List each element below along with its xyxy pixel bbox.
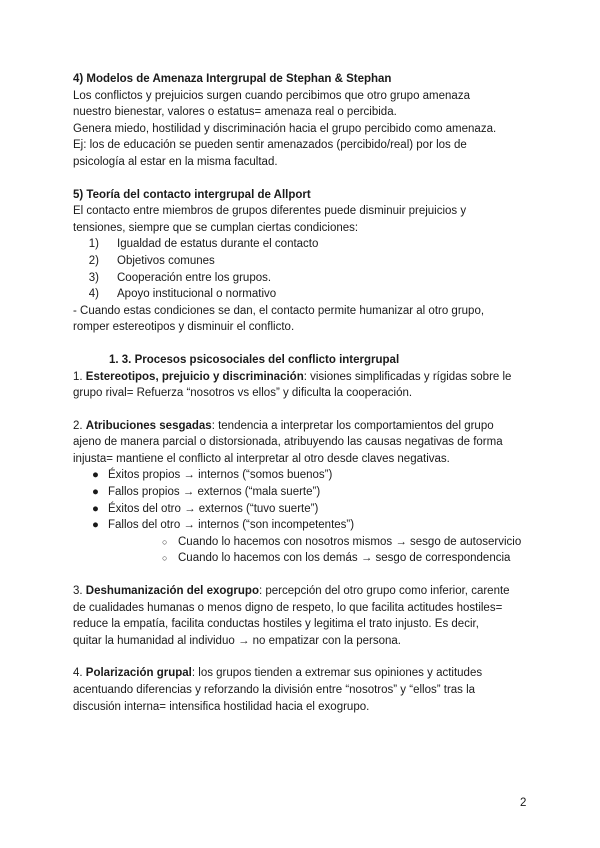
section-5-heading: 5) Teoría del contacto intergrupal de Allport	[73, 188, 311, 201]
item-1-line: grupo rival= Refuerza “nosotros vs ellos” y dificulta la cooperación.	[73, 387, 413, 400]
list-item: ● Éxitos propios → internos (“somos buenos”)	[73, 467, 533, 484]
list-item: 4) Apoyo institucional o normativo	[88, 288, 277, 301]
document-page	[73, 71, 533, 715]
list-item: ○ Cuando lo hacemos con nosotros mismos → sesgo de autoservicio	[108, 534, 533, 551]
section-1-3-heading: 1. 3. Procesos psicosociales del conflicto intergrupal	[109, 353, 400, 366]
circle-bullet-icon: ○	[162, 536, 168, 547]
conditions-list	[73, 236, 533, 302]
attribution-list	[73, 467, 533, 567]
item-3-line: reduce la empatía, facilita conductas hostiles y legitima el trato injusto. Es decir,	[73, 618, 479, 631]
bullet-icon: ●	[92, 519, 99, 532]
list-item: ● Fallos del otro → internos (“son incompetentes”) ○ Cuando lo hacemos con nosotros mismos → sesgo de autoservicio ○ Cuando lo hacemos con los demás → sesgo de correspondencia	[73, 517, 533, 567]
list-item: ● Éxitos del otro → externos (“tuvo suerte”)	[73, 501, 533, 518]
item-2-line: ajeno de manera parcial o distorsionada, atribuyendo las causas negativas de forma	[73, 436, 503, 449]
item-3: 3. Deshumanización del exogrupo: percepción del otro grupo como inferior, carente	[73, 585, 510, 598]
section-4-line: Genera miedo, hostilidad y discriminación hacia el grupo percibido como amenaza.	[73, 122, 497, 135]
list-item: ○ Cuando lo hacemos con los demás → sesgo de correspondencia	[108, 550, 533, 567]
item-4-term: Polarización grupal	[85, 667, 192, 680]
bias-sublist	[108, 534, 533, 567]
list-item: 3) Cooperación entre los grupos.	[88, 271, 272, 284]
list-item: ● Fallos propios → externos (“mala suerte”)	[73, 484, 533, 501]
page-number: 2	[520, 797, 527, 809]
section-5-outro: romper estereotipos y disminuir el conflicto.	[73, 321, 295, 334]
section-4-heading: 4) Modelos de Amenaza Intergrupal de Stephan & Stephan	[73, 73, 392, 85]
section-5-outro: - Cuando estas condiciones se dan, el contacto permite humanizar al otro grupo,	[73, 304, 485, 317]
section-4-line: Ej: los de educación se pueden sentir amenazados (percibido/real) por los de	[73, 139, 467, 152]
section-4-line: Los conflictos y prejuicios surgen cuando percibimos que otro grupo amenaza	[73, 89, 470, 102]
item-4: 4. Polarización grupal: los grupos tienden a extremar sus opiniones y actitudes	[73, 667, 483, 680]
item-3-line: de cualidades humanas o menos digno de respeto, lo que facilita actitudes hostiles=	[73, 601, 503, 614]
bullet-icon: ●	[92, 486, 99, 499]
item-3-line: quitar la humanidad al individuo → no empatizar con la persona.	[73, 634, 401, 647]
item-4-line: acentuando diferencias y reforzando la división entre “nosotros” y “ellos” tras la	[73, 684, 476, 696]
section-5-intro: tensiones, siempre que se cumplan ciertas condiciones:	[73, 221, 359, 234]
item-1: 1. Estereotipos, prejuicio y discriminación: visiones simplificadas y rígidas sobre le	[73, 370, 512, 383]
item-3-term: Deshumanización del exogrupo	[85, 585, 259, 598]
circle-bullet-icon: ○	[162, 553, 168, 564]
bullet-icon: ●	[92, 502, 99, 515]
item-2: 2. Atribuciones sesgadas: tendencia a interpretar los comportamientos del grupo	[73, 419, 494, 432]
list-item: 1) Igualdad de estatus durante el contacto	[88, 238, 319, 251]
section-4-line: nuestro bienestar, valores o estatus= amenaza real o percibida.	[73, 106, 397, 119]
list-item: 2) Objetivos comunes	[88, 254, 215, 267]
section-4-line: psicología al estar en la misma facultad.	[73, 155, 278, 168]
item-4-line: discusión interna= intensifica hostilidad hacia el exogrupo.	[73, 700, 370, 713]
item-2-term: Atribuciones sesgadas	[85, 419, 212, 432]
item-1-term: Estereotipos, prejuicio y discriminación	[85, 370, 304, 383]
bullet-icon: ●	[92, 469, 99, 482]
section-5-intro: El contacto entre miembros de grupos diferentes puede disminuir prejuicios y	[73, 205, 467, 218]
item-2-line: injusta= mantiene el conflicto al interpretar al otro desde claves negativas.	[73, 452, 450, 465]
